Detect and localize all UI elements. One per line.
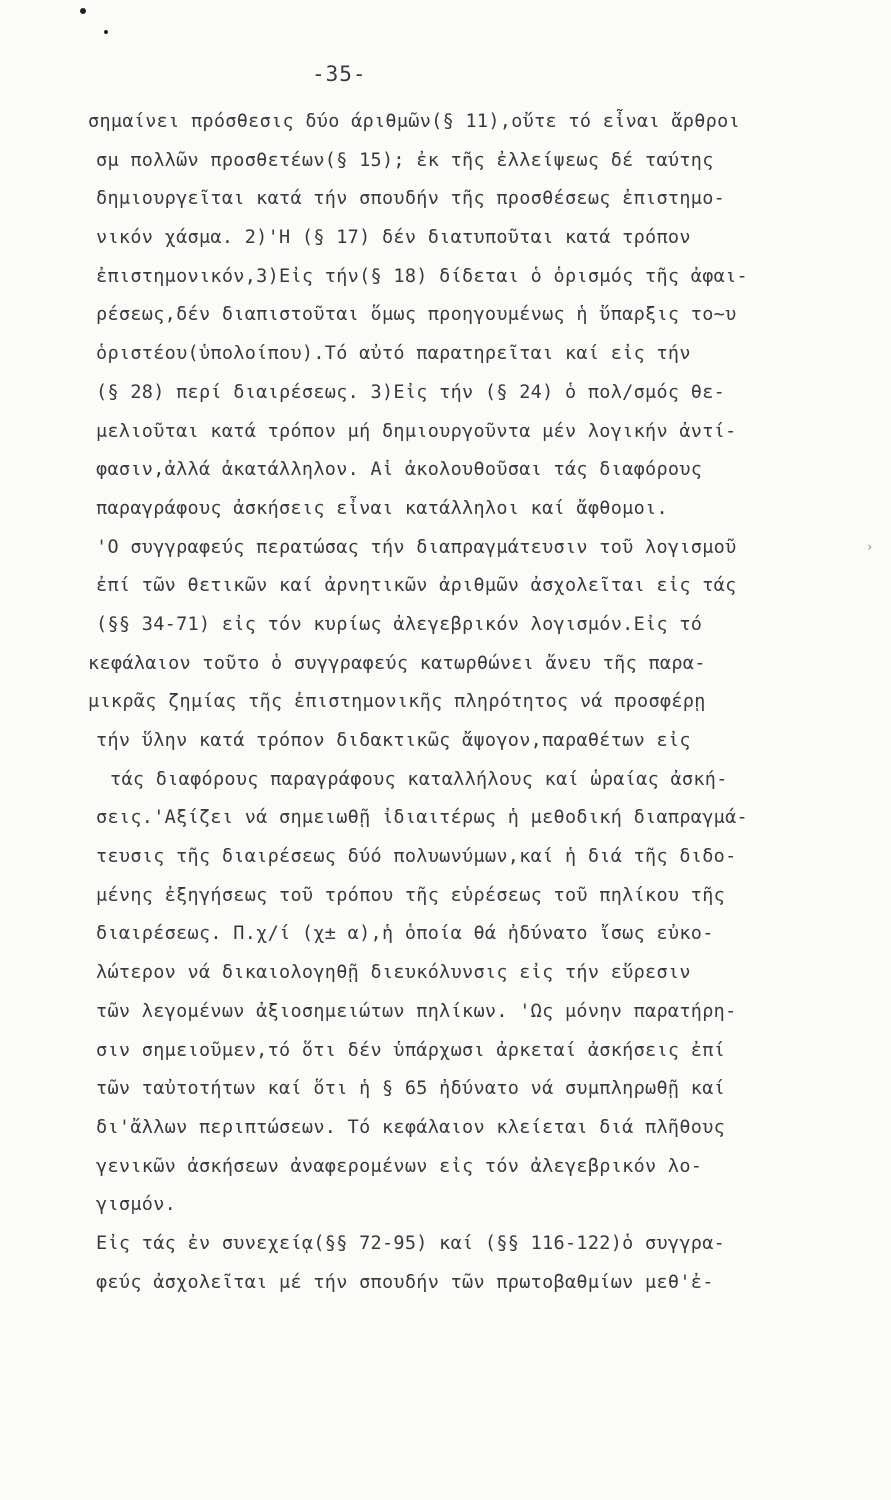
text-line: Εἰς τάς ἐν συνεχείᾳ(§§ 72-95) καί (§§ 116-122)ὁ συγγρα- bbox=[96, 1232, 726, 1254]
stray-mark bbox=[104, 30, 108, 34]
text-line: μένης ἐξηγήσεως τοῦ τρόπου τῆς εὑρέσεως τοῦ πηλίκου τῆς bbox=[96, 884, 726, 906]
text-line: τῶν ταὐτοτήτων καί ὅτι ἡ § 65 ἠδύνατο νά συμπληρωθῇ καί bbox=[96, 1078, 726, 1100]
text-line: τευσις τῆς διαιρέσεως δύό πολυωνύμων,καί ἡ διά τῆς διδο- bbox=[96, 846, 737, 868]
text-line: σμ πολλῶν προσθετέων(§ 15); ἐκ τῆς ἐλλείψεως δέ ταύτης bbox=[96, 149, 714, 171]
text-line: παραγράφους ἀσκήσεις εἶναι κατάλληλοι καί ἄφθομοι. bbox=[96, 497, 668, 519]
text-line: ρέσεως,δέν διαπιστοῦται ὅμως προηγουμένως ἡ ὕπαρξις το~υ bbox=[96, 304, 737, 326]
text-line: (§ 28) περί διαιρέσεως. 3)Εἰς τήν (§ 24) ὁ πολ/σμός θε- bbox=[96, 381, 726, 403]
text-line: τάς διαφόρους παραγράφους καταλλήλους καί ὡραίας ἀσκή- bbox=[110, 768, 728, 790]
stray-mark bbox=[80, 8, 86, 14]
margin-mark: › bbox=[866, 540, 874, 554]
text-line: φασιν,ἀλλά ἀκατάλληλον. Αἱ ἀκολουθοῦσαι τάς διαφόρους bbox=[96, 459, 703, 481]
text-line: φεύς ἀσχολεῖται μέ τήν σπουδήν τῶν πρωτοβαθμίων μεθ'ἐ- bbox=[96, 1271, 714, 1293]
text-line: τῶν λεγομένων ἀξιοσημειώτων πηλίκων. 'Ως μόνην παρατήρη- bbox=[96, 1000, 737, 1022]
text-line: σεις.'Αξίζει νά σημειωθῇ ἰδιαιτέρως ἡ μεθοδική διαπραγμά- bbox=[96, 807, 748, 829]
text-line: γενικῶν ἀσκήσεων ἀναφερομένων εἰς τόν ἀλεγεβρικόν λο- bbox=[96, 1155, 703, 1177]
text-line: ὁριστέου(ὑπολοίπου).Τό αὐτό παρατηρεῖται καί εἰς τήν bbox=[96, 343, 691, 365]
body-text bbox=[88, 103, 858, 1302]
page-number: -35- bbox=[312, 62, 367, 86]
text-line: δι'ἄλλων περιπτώσεων. Τό κεφάλαιον κλείεται διά πλῆθους bbox=[96, 1116, 726, 1138]
text-line: σιν σημειοῦμεν,τό ὅτι δέν ὑπάρχωσι ἀρκεταί ἀσκήσεις ἐπί bbox=[96, 1039, 726, 1061]
text-line: γισμόν. bbox=[96, 1194, 177, 1216]
text-line: μελιοῦται κατά τρόπον μή δημιουργοῦντα μέν λογικήν ἀντί- bbox=[96, 420, 737, 442]
text-line: κεφάλαιον τοῦτο ὁ συγγραφεύς κατωρθώνει ἄνευ τῆς παρα- bbox=[88, 652, 706, 674]
text-line: μικρᾶς ζημίας τῆς ἐπιστημονικῆς πληρότητος νά προσφέρῃ bbox=[88, 691, 706, 713]
text-line: τήν ὕλην κατά τρόπον διδακτικῶς ἄψογον,παραθέτων εἰς bbox=[96, 730, 691, 751]
text-line: δημιουργεῖται κατά τήν σπουδήν τῆς προσθέσεως ἐπιστημο- bbox=[96, 188, 726, 210]
text-line: (§§ 34-71) εἰς τόν κυρίως ἀλεγεβρικόν λογισμόν.Εἰς τό bbox=[96, 613, 703, 635]
text-line: σημαίνει πρόσθεσις δύο άριθμῶν(§ 11),οὔτε τό εἶναι ἄρθροι bbox=[88, 111, 740, 132]
text-line: διαιρέσεως. Π.χ/ί (χ± α),ἡ ὁποία θά ἠδύνατο ἴσως εὐκο- bbox=[96, 923, 714, 945]
text-line: ἐπί τῶν θετικῶν καί ἀρνητικῶν ἀριθμῶν ἀσχολεῖται εἰς τάς bbox=[96, 575, 737, 597]
text-line: ἐπιστημονικόν,3)Εἰς τήν(§ 18) δίδεται ὁ ὁρισμός τῆς ἀφαι- bbox=[96, 265, 748, 287]
text-line: 'Ο συγγραφεύς περατώσας τήν διαπραγμάτευσιν τοῦ λογισμοῦ bbox=[96, 536, 737, 558]
text-line: νικόν χάσμα. 2)'Η (§ 17) δέν διατυποῦται κατά τρόπον bbox=[96, 227, 691, 249]
text-line: λώτερον νά δικαιολογηθῇ διευκόλυνσις εἰς τήν εὕρεσιν bbox=[96, 962, 691, 984]
